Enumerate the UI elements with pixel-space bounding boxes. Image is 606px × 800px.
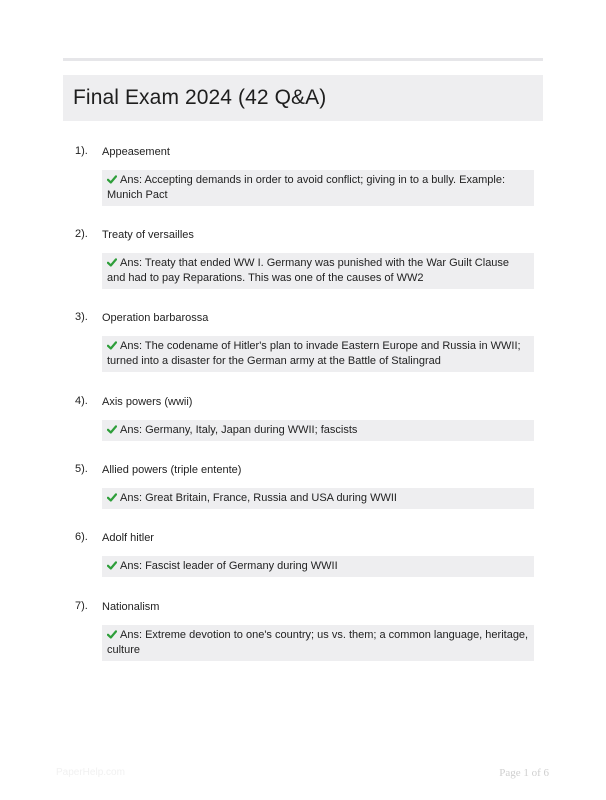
question-term: Treaty of versailles bbox=[102, 229, 194, 241]
answer-box bbox=[102, 336, 534, 372]
check-icon bbox=[107, 630, 117, 639]
check-icon bbox=[107, 175, 117, 184]
answer-text: Great Britain, France, Russia and USA during WWII bbox=[145, 492, 397, 504]
check-icon bbox=[107, 258, 117, 267]
answer-box bbox=[102, 556, 534, 577]
check-icon bbox=[107, 425, 117, 434]
question-number: 3). bbox=[75, 311, 88, 323]
question-term: Appeasement bbox=[102, 146, 170, 158]
question-number: 5). bbox=[75, 463, 88, 475]
question-term: Nationalism bbox=[102, 601, 160, 613]
top-divider bbox=[63, 58, 543, 61]
answer-box bbox=[102, 488, 534, 509]
check-icon bbox=[107, 561, 117, 570]
answer-text: Germany, Italy, Japan during WWII; fascists bbox=[145, 424, 358, 436]
watermark-text: PaperHelp.com bbox=[56, 767, 125, 778]
answer-box bbox=[102, 170, 534, 206]
question-term: Allied powers (triple entente) bbox=[102, 464, 242, 476]
page-number: Page 1 of 6 bbox=[499, 767, 549, 779]
answer-text: Accepting demands in order to avoid conflict; giving in to a bully. Example: Munich Pact bbox=[107, 174, 506, 201]
answer-text: Treaty that ended WW I. Germany was punished with the War Guilt Clause and had to pay Reparations. This was one of the causes of WW2 bbox=[107, 257, 510, 284]
question-term: Adolf hitler bbox=[102, 532, 154, 544]
check-icon bbox=[107, 493, 117, 502]
answer-text: Fascist leader of Germany during WWII bbox=[145, 560, 338, 572]
answer-prefix: Ans: bbox=[120, 629, 143, 641]
answer-prefix: Ans: bbox=[120, 492, 143, 504]
answer-text: Extreme devotion to one's country; us vs. them; a common language, heritage, culture bbox=[107, 629, 529, 656]
answer-box bbox=[102, 420, 534, 441]
answer-prefix: Ans: bbox=[120, 174, 143, 186]
question-number: 1). bbox=[75, 145, 88, 157]
answer-prefix: Ans: bbox=[120, 340, 143, 352]
answer-prefix: Ans: bbox=[120, 257, 143, 269]
question-number: 6). bbox=[75, 531, 88, 543]
answer-prefix: Ans: bbox=[120, 424, 143, 436]
title-banner bbox=[63, 75, 543, 121]
answer-box bbox=[102, 253, 534, 289]
answer-text: The codename of Hitler's plan to invade Eastern Europe and Russia in WWII; turned into a disaster for the German army at the Battle of Stalingrad bbox=[107, 340, 521, 367]
question-number: 4). bbox=[75, 395, 88, 407]
question-term: Operation barbarossa bbox=[102, 312, 209, 324]
check-icon bbox=[107, 341, 117, 350]
page-title: Final Exam 2024 (42 Q&A) bbox=[73, 86, 327, 109]
question-number: 2). bbox=[75, 228, 88, 240]
answer-box bbox=[102, 625, 534, 661]
question-number: 7). bbox=[75, 600, 88, 612]
question-term: Axis powers (wwii) bbox=[102, 396, 193, 408]
answer-prefix: Ans: bbox=[120, 560, 143, 572]
